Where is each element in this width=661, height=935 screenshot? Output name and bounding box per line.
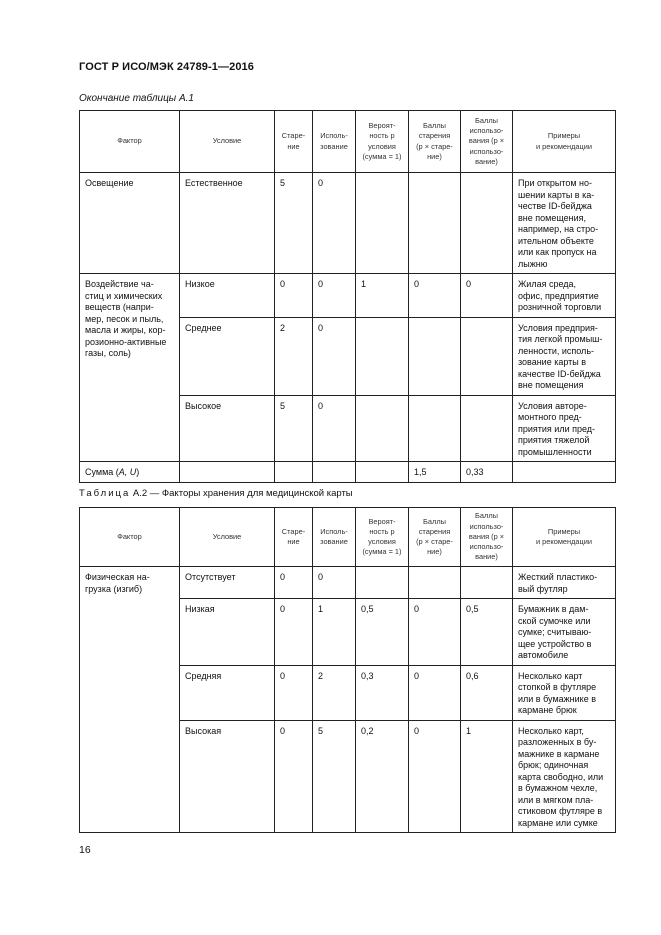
col-header-aging-score: Баллы старения (p × старе- ние) xyxy=(409,111,461,173)
usage-cell: 0 xyxy=(313,567,356,599)
col-header-factor: Фактор xyxy=(80,111,180,173)
aging-score-cell xyxy=(409,395,461,462)
col-header-usage: Исполь- зование xyxy=(313,111,356,173)
example-cell: При открытом но- шении карты в ка- честве ID-бейджа вне помещения, например, на стро- ительном объекте или как пропуск на лыжню xyxy=(513,173,616,274)
condition-cell: Низкая xyxy=(180,599,275,666)
condition-cell: Отсутствует xyxy=(180,567,275,599)
aging-score-cell xyxy=(409,567,461,599)
example-cell: Жилая среда, офис, предприятие розничной торговли xyxy=(513,274,616,318)
col-header-aging: Старе- ние xyxy=(275,111,313,173)
col-header-factor: Фактор xyxy=(80,508,180,567)
example-cell: Бумажник в дам- ской сумочке или сумке; считываю- щее устройство в автомобиле xyxy=(513,599,616,666)
usage-cell: 0 xyxy=(313,395,356,462)
col-header-aging: Старе- ние xyxy=(275,508,313,567)
aging-score-cell: 0 xyxy=(409,599,461,666)
table-2 xyxy=(79,507,616,833)
col-header-aging-score: Баллы старения (p × старе- ние) xyxy=(409,508,461,567)
table1-header-row xyxy=(80,111,616,173)
usage-cell: 1 xyxy=(313,599,356,666)
usage-cell xyxy=(313,462,356,483)
col-header-usage: Исполь- зование xyxy=(313,508,356,567)
condition-cell: Среднее xyxy=(180,317,275,395)
condition-cell: Низкое xyxy=(180,274,275,318)
condition-cell: Высокое xyxy=(180,395,275,462)
usage-score-cell xyxy=(461,395,513,462)
usage-score-cell xyxy=(461,317,513,395)
usage-score-cell: 1 xyxy=(461,720,513,833)
probability-cell: 0,5 xyxy=(356,599,409,666)
sum-label-pre: Сумма ( xyxy=(85,467,119,477)
table2-header-row xyxy=(80,508,616,567)
usage-score-cell xyxy=(461,173,513,274)
aging-cell: 0 xyxy=(275,599,313,666)
probability-cell xyxy=(356,173,409,274)
factor-cell: Физическая на- грузка (изгиб) xyxy=(80,567,180,833)
sum-label-var: A, U xyxy=(118,467,137,477)
aging-cell: 0 xyxy=(275,567,313,599)
table1-caption: Окончание таблицы А.1 xyxy=(79,93,194,104)
col-header-examples: Примеры и рекомендации xyxy=(513,508,616,567)
aging-cell: 5 xyxy=(275,173,313,274)
aging-score-cell xyxy=(409,317,461,395)
table2-caption-rest: А.2 — Факторы хранения для медицинской карты xyxy=(130,488,353,499)
aging-score-cell: 0 xyxy=(409,274,461,318)
col-header-usage-score: Баллы использо- вания (p × использо- вание) xyxy=(461,508,513,567)
example-cell: Несколько карт, разложенных в бу- мажнике в кармане брюк; одиночная карта свободно, или в бумажном чехле, или в мягком пла- стиковом футляре в кармане или сумке xyxy=(513,720,616,833)
usage-cell: 0 xyxy=(313,274,356,318)
document-header: ГОСТ Р ИСО/МЭК 24789-1—2016 xyxy=(79,61,254,73)
usage-cell: 2 xyxy=(313,665,356,720)
aging-score-cell xyxy=(409,173,461,274)
aging-score-cell: 0 xyxy=(409,720,461,833)
factor-cell: Воздействие ча- стиц и химических веществ (напри- мер, песок и пыль, масла и жиры, кор- розионно-активные газы, соль) xyxy=(80,274,180,462)
condition-cell: Средняя xyxy=(180,665,275,720)
probability-cell xyxy=(356,395,409,462)
aging-cell: 0 xyxy=(275,720,313,833)
col-header-probability: Вероят- ность p условия (сумма = 1) xyxy=(356,508,409,567)
example-cell: Условия авторе- монтного пред- приятия или пред- приятия тяжелой промышленности xyxy=(513,395,616,462)
condition-cell: Естественное xyxy=(180,173,275,274)
table-row xyxy=(80,274,616,318)
sum-row xyxy=(80,462,616,483)
table-row xyxy=(80,173,616,274)
aging-cell: 0 xyxy=(275,665,313,720)
aging-cell xyxy=(275,462,313,483)
table2-caption-prefix: Таблица xyxy=(79,488,131,499)
probability-cell xyxy=(356,317,409,395)
probability-cell xyxy=(356,567,409,599)
col-header-usage-score: Баллы использо- вания (p × использо- вание) xyxy=(461,111,513,173)
col-header-condition: Условие xyxy=(180,111,275,173)
factor-cell: Освещение xyxy=(80,173,180,274)
col-header-probability: Вероят- ность p условия (сумма = 1) xyxy=(356,111,409,173)
sum-label-post: ) xyxy=(136,467,140,477)
example-cell xyxy=(513,462,616,483)
table-1 xyxy=(79,110,616,483)
usage-score-cell xyxy=(461,567,513,599)
sum-aging-score: 1,5 xyxy=(409,462,461,483)
aging-score-cell: 0 xyxy=(409,665,461,720)
table2-caption xyxy=(79,488,353,499)
probability-cell: 1 xyxy=(356,274,409,318)
page-number: 16 xyxy=(79,844,91,856)
col-header-condition: Условие xyxy=(180,508,275,567)
example-cell: Несколько карт стопкой в футляре или в бумажнике в кармане брюк xyxy=(513,665,616,720)
usage-score-cell: 0 xyxy=(461,274,513,318)
col-header-examples: Примеры и рекомендации xyxy=(513,111,616,173)
aging-cell: 2 xyxy=(275,317,313,395)
probability-cell xyxy=(356,462,409,483)
condition-cell xyxy=(180,462,275,483)
aging-cell: 0 xyxy=(275,274,313,318)
probability-cell: 0,3 xyxy=(356,665,409,720)
sum-usage-score: 0,33 xyxy=(461,462,513,483)
probability-cell: 0,2 xyxy=(356,720,409,833)
usage-score-cell: 0,5 xyxy=(461,599,513,666)
example-cell: Условия предприя- тия легкой промыш- ленности, исполь- зование карты в качестве ID-бейджа вне помещения xyxy=(513,317,616,395)
example-cell: Жесткий пластико- вый футляр xyxy=(513,567,616,599)
table-row xyxy=(80,567,616,599)
aging-cell: 5 xyxy=(275,395,313,462)
usage-cell: 0 xyxy=(313,173,356,274)
condition-cell: Высокая xyxy=(180,720,275,833)
usage-score-cell: 0,6 xyxy=(461,665,513,720)
usage-cell: 5 xyxy=(313,720,356,833)
usage-cell: 0 xyxy=(313,317,356,395)
sum-label xyxy=(80,462,180,483)
